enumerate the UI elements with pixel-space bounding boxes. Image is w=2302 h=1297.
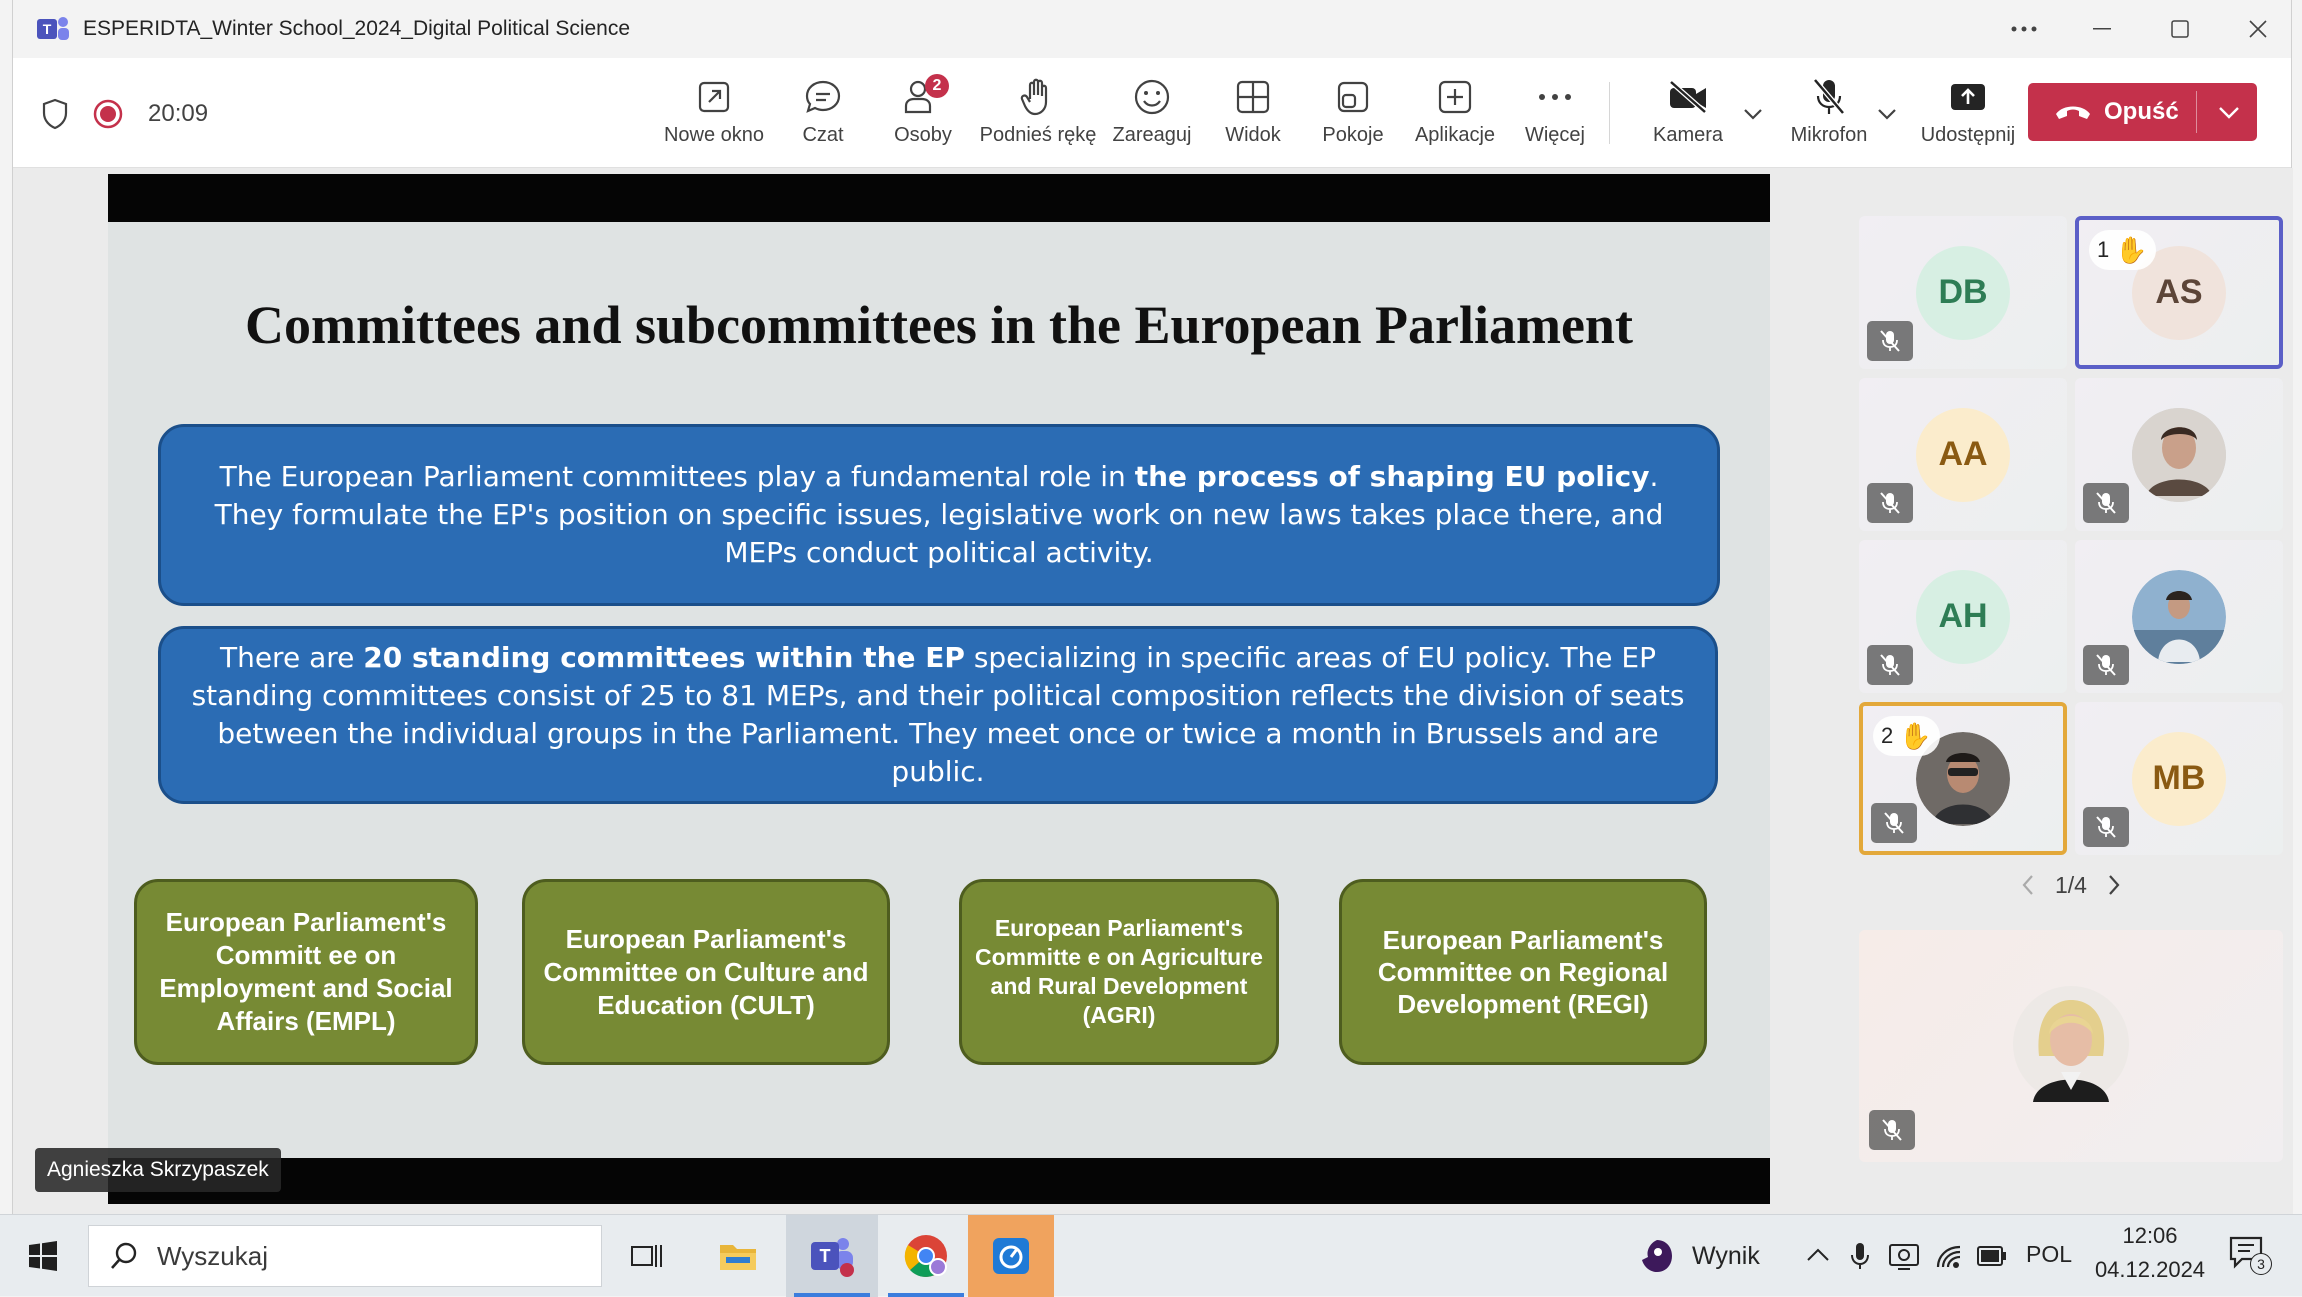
toolbar-divider — [1609, 82, 1610, 144]
self-view-tile[interactable] — [1859, 930, 2283, 1162]
smiley-icon — [1133, 78, 1171, 116]
raised-hand-badge — [2089, 230, 2156, 270]
task-view-icon — [630, 1241, 664, 1271]
react-label: Zareaguj — [1112, 124, 1192, 146]
raise-hand-icon — [1020, 77, 1056, 117]
microphone-button[interactable] — [1773, 74, 1885, 160]
meeting-toolbar — [13, 58, 2291, 168]
avatar-initials: AS — [2155, 273, 2203, 311]
microphone-tray-icon[interactable] — [1850, 1241, 1870, 1271]
mic-label: Mikrofon — [1790, 124, 1868, 146]
camera-label: Kamera — [1652, 124, 1724, 146]
raise-hand-button[interactable] — [975, 74, 1101, 160]
muted-mic-icon — [2083, 645, 2129, 685]
teams-window — [12, 0, 2292, 1214]
camera-button[interactable] — [1633, 74, 1743, 160]
share-button[interactable] — [1903, 74, 2033, 160]
info-2-text-bold: 20 standing committees within the EP — [363, 641, 965, 674]
clock-date: 04.12.2024 — [2094, 1257, 2206, 1282]
presentation-slide — [108, 174, 1770, 1204]
more-button[interactable] — [1515, 74, 1595, 160]
title-bar — [13, 0, 2291, 58]
chrome-icon — [903, 1233, 949, 1279]
participant-tile[interactable] — [2075, 378, 2283, 531]
next-page-icon[interactable] — [2107, 874, 2121, 896]
participant-tile[interactable] — [2075, 702, 2283, 855]
people-count-badge: 2 — [925, 74, 949, 98]
battery-icon[interactable] — [1976, 1245, 2008, 1267]
recording-icon — [93, 99, 123, 129]
previous-page-icon[interactable] — [2021, 874, 2035, 896]
teams-logo-icon — [35, 14, 71, 44]
muted-mic-icon — [1867, 483, 1913, 523]
participant-tile[interactable] — [1859, 216, 2067, 369]
raised-hand-badge — [1873, 716, 1940, 756]
info-1-text-bold: the process of shaping EU policy — [1134, 460, 1650, 493]
muted-mic-icon — [1867, 321, 1913, 361]
raised-hand-icon: ✋ — [2115, 234, 2148, 265]
committee-label-regi: European Parliament's Committee on Regional Development (REGI) — [1377, 925, 1669, 1019]
teams-taskbar-button[interactable] — [786, 1215, 878, 1297]
shared-content-stage — [13, 168, 1841, 1214]
share-screen-icon — [1949, 81, 1987, 113]
news-widget[interactable] — [1638, 1227, 1760, 1285]
info-1-text-start: The European Parliament committees play a fundamental role in — [219, 460, 1135, 493]
avatar-initials: AH — [1938, 597, 1988, 635]
committee-label-agri: European Parliament's Committe e on Agriculture and Rural Development (AGRI) — [975, 915, 1263, 1028]
committee-box-regi — [1339, 879, 1707, 1065]
person-photo-icon — [2132, 570, 2226, 664]
participant-tile-active[interactable] — [2075, 216, 2283, 369]
breakout-rooms-icon — [1335, 79, 1371, 115]
info-2-text-start: There are — [219, 641, 364, 674]
input-language-indicator[interactable]: POL — [2026, 1241, 2073, 1267]
hand-order: 2 — [1881, 723, 1894, 748]
share-label: Udostępnij — [1920, 124, 2016, 146]
committee-label-empl: European Parliament's Committ ee on Employment and Social Affairs (EMPL) — [159, 907, 453, 1036]
shield-icon[interactable] — [41, 98, 69, 130]
windows-logo-icon — [27, 1240, 59, 1272]
svg-text:T: T — [819, 1246, 831, 1266]
people-button[interactable] — [883, 74, 963, 160]
rooms-button[interactable] — [1313, 74, 1393, 160]
muted-mic-icon — [1867, 645, 1913, 685]
participant-tile-hand-raised[interactable] — [1859, 702, 2067, 855]
chat-label: Czat — [802, 124, 844, 146]
avatar — [2132, 732, 2226, 826]
raise-hand-label: Podnieś rękę — [979, 124, 1097, 146]
more-dots-icon — [2011, 26, 2037, 32]
page-indicator: 1/4 — [2055, 871, 2087, 898]
slide-info-box-1 — [158, 424, 1720, 606]
widget-label: Wynik — [1692, 1241, 1760, 1270]
slide-top-bar — [108, 174, 1770, 222]
task-view-button[interactable] — [604, 1215, 690, 1297]
participant-tile[interactable] — [1859, 378, 2067, 531]
muted-mic-icon — [1869, 1110, 1915, 1150]
more-options-button[interactable] — [1985, 0, 2063, 58]
presenter-name-tag: Agnieszka Skrzypaszek — [35, 1148, 281, 1192]
maximize-icon — [2171, 20, 2189, 38]
muted-mic-icon — [2083, 483, 2129, 523]
avatar — [1916, 570, 2010, 664]
muted-mic-icon — [1871, 803, 1917, 843]
leave-options-chevron-icon[interactable] — [2218, 106, 2240, 119]
clock[interactable] — [2080, 1223, 2220, 1283]
search-icon — [109, 1241, 139, 1271]
grid-view-icon — [1235, 79, 1271, 115]
committee-box-agri — [959, 879, 1279, 1065]
folder-icon — [718, 1239, 758, 1273]
hand-order: 1 — [2097, 237, 2110, 262]
minimize-icon — [2093, 28, 2111, 30]
clock-time: 12:06 — [2122, 1223, 2178, 1248]
new-window-button[interactable] — [651, 74, 777, 160]
start-button[interactable] — [0, 1215, 86, 1297]
windows-taskbar — [0, 1214, 2302, 1296]
leave-label: Opuść — [2104, 98, 2179, 125]
file-explorer-button[interactable] — [695, 1215, 781, 1297]
close-window-button[interactable] — [2219, 0, 2297, 58]
avatar — [1916, 246, 2010, 340]
camera-off-icon — [1667, 80, 1709, 114]
rooms-label: Pokoje — [1322, 124, 1384, 146]
camera-options-chevron-icon[interactable] — [1743, 108, 1763, 120]
slide-info-text-2 — [185, 639, 1691, 791]
notification-count-badge: 3 — [2250, 1253, 2272, 1275]
app-taskbar-button[interactable] — [968, 1215, 1054, 1297]
svg-text:T: T — [42, 21, 52, 37]
mic-off-icon — [1811, 77, 1847, 117]
committee-box-cult — [522, 879, 890, 1065]
taskbar-search-box[interactable] — [88, 1225, 602, 1287]
minimize-button[interactable] — [2063, 0, 2141, 58]
chat-icon — [804, 79, 842, 115]
show-hidden-icons-chevron-icon[interactable] — [1806, 1247, 1830, 1263]
football-club-icon — [1638, 1237, 1676, 1275]
hang-up-icon — [2054, 102, 2092, 122]
running-app-indicator — [888, 1293, 964, 1297]
person-photo-icon — [2132, 408, 2226, 502]
active-app-indicator — [794, 1293, 870, 1297]
search-placeholder: Wyszukaj — [157, 1240, 269, 1271]
maximize-button[interactable] — [2141, 0, 2219, 58]
avatar — [1916, 408, 2010, 502]
self-photo-icon — [2013, 986, 2129, 1102]
apps-button[interactable] — [1405, 74, 1505, 160]
app-icon — [991, 1236, 1031, 1276]
wifi-icon[interactable] — [1934, 1241, 1964, 1271]
participant-tile[interactable] — [1859, 540, 2067, 693]
view-button[interactable] — [1213, 74, 1293, 160]
slide-title: Committees and subcommittees in the European Parliament — [245, 295, 1633, 355]
more-dots-icon — [1538, 93, 1572, 101]
chat-button[interactable] — [783, 74, 863, 160]
window-title: ESPERIDTA_Winter School_2024_Digital Political Science — [83, 17, 631, 40]
leave-button[interactable] — [2028, 83, 2257, 141]
avatar-initials: AA — [1938, 435, 1988, 473]
participants-gallery — [1841, 168, 2293, 1214]
apps-label: Aplikacje — [1414, 124, 1496, 146]
info-1-text-end: . They formulate the EP's position on specific issues, legislative work on new laws takes place there, and MEPs conduct political activity. — [214, 460, 1664, 569]
slide-info-box-2 — [158, 626, 1718, 804]
committee-box-empl — [134, 879, 478, 1065]
chrome-taskbar-button[interactable] — [880, 1215, 972, 1297]
teams-app-icon — [807, 1234, 857, 1278]
react-button[interactable] — [1111, 74, 1193, 160]
slide-info-text-1 — [185, 458, 1693, 572]
device-tray-icon[interactable] — [1888, 1241, 1920, 1271]
participant-tile[interactable] — [2075, 540, 2283, 693]
people-label: Osoby — [894, 124, 952, 146]
raised-hand-icon: ✋ — [1899, 720, 1932, 751]
committee-label-cult: European Parliament's Committee on Culture and Education (CULT) — [543, 923, 869, 1020]
muted-mic-icon — [2083, 807, 2129, 847]
avatar-initials: DB — [1938, 273, 1988, 311]
new-window-icon — [697, 80, 731, 114]
more-label: Więcej — [1524, 124, 1585, 146]
mic-options-chevron-icon[interactable] — [1877, 108, 1897, 120]
info-2-text-end: specializing in specific areas of EU policy. The EP standing committees consist of 25 to 81 MEPs, and their political composition reflects the division of seats between the individual groups in the Parliament. They meet once or twice a month in Brussels and are public. — [191, 641, 1685, 788]
add-app-icon — [1437, 79, 1473, 115]
close-icon — [2249, 20, 2267, 38]
leave-split-divider — [2196, 91, 2197, 133]
view-label: Widok — [1225, 124, 1281, 146]
meeting-timer: 20:09 — [148, 100, 209, 127]
avatar-initials: MB — [2152, 759, 2206, 797]
new-window-label: Nowe okno — [663, 124, 765, 146]
notification-center-button[interactable] — [2228, 1235, 2268, 1275]
slide-bottom-bar — [108, 1158, 1770, 1204]
gallery-pager — [2021, 868, 2121, 902]
